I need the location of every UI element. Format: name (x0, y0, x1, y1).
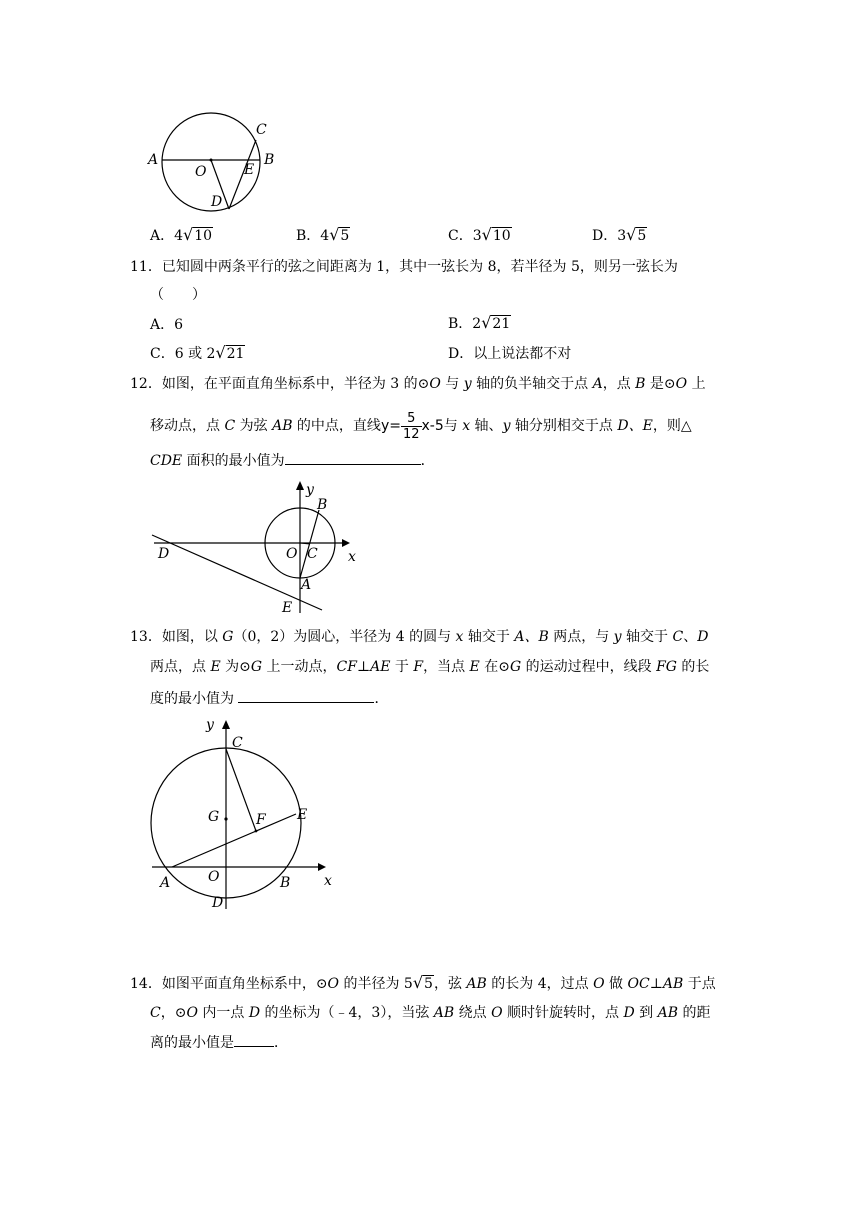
label-d: D (211, 194, 223, 210)
label-o: O (286, 546, 298, 562)
figure-q13 (148, 713, 348, 913)
q10-option-d: D．3√5 (592, 225, 647, 244)
label-a: A (301, 577, 312, 593)
q14-stem-line1: 14．如图平面直角坐标系中，⊙O 的半径为 5√5，弦 AB 的长为 4，过点 O 做 OC⊥AB 于点 (130, 973, 716, 992)
x-axis-arrow (342, 539, 350, 547)
x-axis-arrow (318, 863, 326, 871)
q10-option-a: A．4√10 (150, 225, 213, 244)
equation: y= $\frac{5}{12}$ x-5 (380, 410, 444, 442)
q13-stem-line3: 度的最小值为 ． (150, 688, 388, 709)
answer-blank[interactable] (285, 450, 421, 465)
label-y: y (306, 482, 314, 498)
center-dot (210, 159, 213, 162)
label-e: E (244, 162, 255, 178)
q12-stem-line3: CDE 面积的最小值为 ． (150, 450, 435, 471)
y-axis-arrow (296, 481, 304, 490)
segment-ae (172, 814, 296, 867)
label-a: A (148, 152, 159, 168)
q11-option-d: D．以上说法都不对 (448, 346, 572, 362)
figure-q10 (140, 112, 290, 216)
label-e: E (282, 600, 293, 616)
q14-stem-line2: C，⊙O 内一点 D 的坐标为（﹣4，3），当弦 AB 绕点 O 顺时针旋转时，点 D 到 AB 的距 (150, 1005, 711, 1021)
q14-stem-line3: 离的最小值是 ． (150, 1032, 288, 1053)
figure-q12 (150, 478, 380, 616)
q10-option-c: C．3√10 (448, 225, 511, 244)
answer-blank[interactable] (238, 688, 374, 703)
label-b: B (264, 152, 275, 168)
label-c: C (307, 546, 318, 562)
label-o: O (208, 869, 220, 885)
q13-stem-line2: 两点，点 E 为⊙G 上一动点，CF⊥AE 于 F，当点 E 在⊙G 的运动过程中，线段 FG 的长 (150, 659, 710, 675)
y-axis-arrow (222, 720, 230, 729)
label-d: D (212, 895, 224, 911)
label-y: y (206, 717, 214, 733)
q11-stem-line2: （ ） (150, 287, 206, 303)
label-b: B (280, 875, 291, 891)
label-d: D (158, 546, 170, 562)
label-a: A (160, 875, 171, 891)
label-x: x (348, 549, 356, 565)
point-f (255, 830, 258, 833)
q11-option-c: C．6 或 2√21 (150, 343, 245, 362)
label-c: C (256, 122, 267, 138)
point-g (224, 817, 227, 820)
q11-option-b: B．2√21 (448, 313, 511, 332)
label-o: O (195, 164, 207, 180)
q11-stem-line1: 11．已知圆中两条平行的弦之间距离为 1，其中一弦长为 8，若半径为 5，则另一弦长为 (130, 259, 678, 275)
q10-option-b: B．4√5 (296, 225, 350, 244)
q12-stem-line2: 移动点，点 C 为弦 AB 的中点，直线y= $\frac{5}{12}$ x-5与 x 轴、y 轴分别相交于点 D、E，则△ (150, 410, 692, 442)
label-b: B (317, 497, 328, 513)
q11-option-a: A．6 (150, 317, 184, 333)
label-g: G (208, 809, 220, 825)
label-c: C (232, 735, 243, 751)
label-x: x (324, 873, 332, 889)
label-f: F (256, 812, 266, 828)
q12-stem-line1: 12．如图，在平面直角坐标系中，半径为 3 的⊙O 与 y 轴的负半轴交于点 A，点 B 是⊙O 上 (130, 376, 706, 392)
answer-blank[interactable] (234, 1032, 274, 1047)
label-e: E (297, 807, 308, 823)
segment-cf (226, 749, 256, 831)
q13-stem-line1: 13．如图，以 G（0，2）为圆心，半径为 4 的圆与 x 轴交于 A、B 两点，与 y 轴交于 C、D (130, 629, 709, 645)
